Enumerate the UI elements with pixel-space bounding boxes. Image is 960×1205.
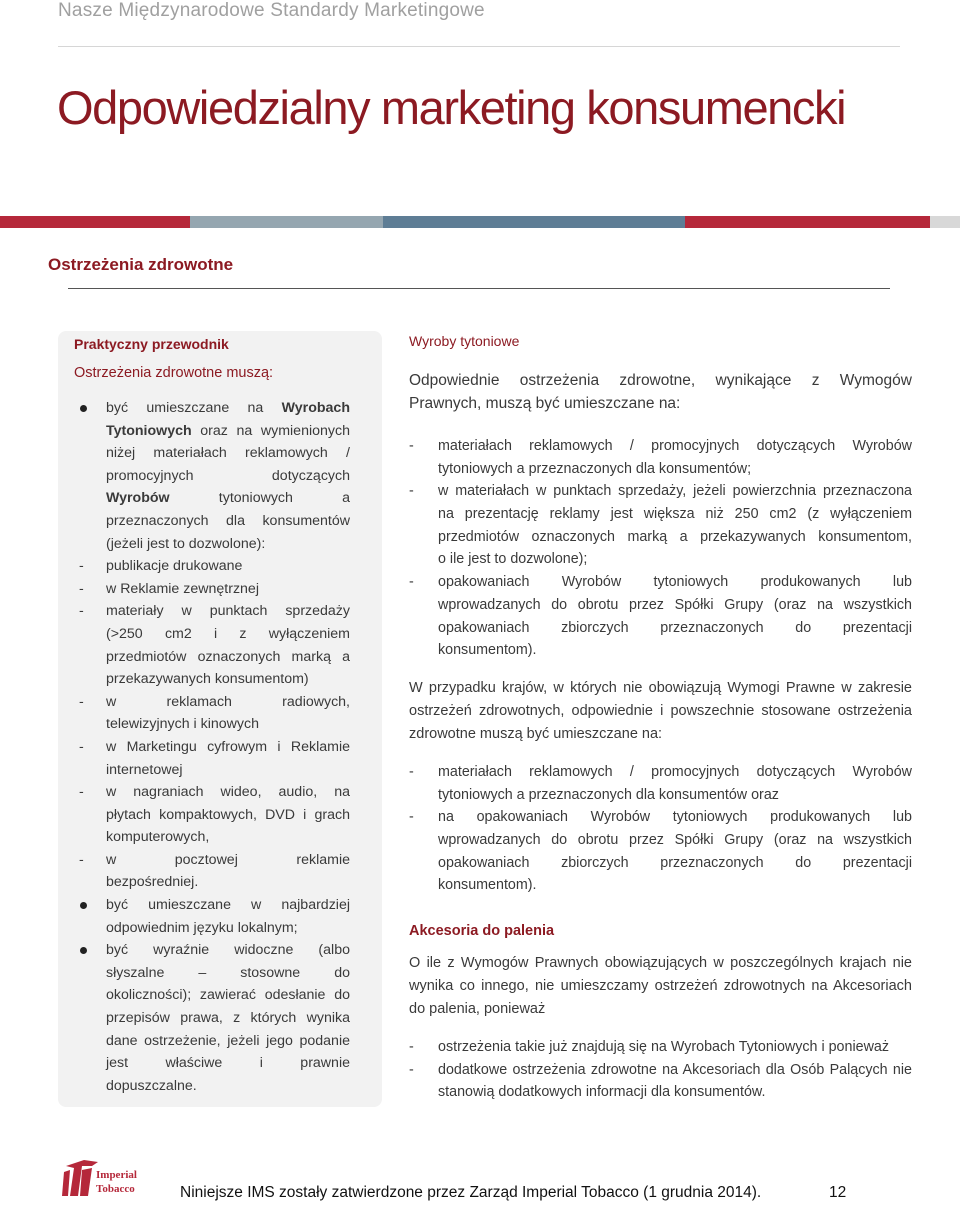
dash-marker: - bbox=[79, 851, 84, 868]
section-rule bbox=[68, 288, 890, 289]
list-item-line bbox=[74, 555, 350, 578]
dash-marker: - bbox=[409, 574, 414, 591]
line-text: płytach kompaktowych, DVD i grach bbox=[106, 806, 350, 823]
accessories-paragraph bbox=[409, 952, 912, 1021]
stripe-segment-2 bbox=[190, 216, 383, 228]
line-text: niżej materiałach reklamowych / bbox=[106, 445, 350, 462]
line-text: na prezentację reklamy jest większa niż 250 cm2 (z wyłączeniem bbox=[438, 506, 912, 523]
dash-marker: - bbox=[409, 1039, 414, 1055]
list-item-line bbox=[409, 1081, 912, 1104]
dash-marker: - bbox=[79, 558, 84, 575]
list-item-line bbox=[74, 465, 350, 488]
line-text: Wyrobów tytoniowych a bbox=[106, 490, 350, 507]
line-text: Tytoniowych oraz na wymienionych bbox=[106, 422, 350, 439]
list-item-line bbox=[409, 806, 912, 829]
color-stripe bbox=[0, 216, 960, 228]
dash-marker: - bbox=[79, 580, 84, 597]
line-text: w Reklamie zewnętrznej bbox=[106, 580, 259, 597]
list-item-line bbox=[409, 761, 912, 784]
stripe-segment-3 bbox=[383, 216, 685, 228]
list-item-line bbox=[74, 646, 350, 669]
line-text: komputerowych, bbox=[106, 829, 210, 846]
line-text: opakowaniach zbiorczych przeznaczonych do prezentacji bbox=[438, 854, 912, 871]
paragraph-line bbox=[409, 998, 912, 1021]
line-text: dopuszczalne. bbox=[106, 1077, 197, 1094]
line-text: Odpowiednie ostrzeżenia zdrowotne, wynikające z Wymogów bbox=[409, 372, 912, 389]
line-text: opakowaniach zbiorczych przeznaczonych do prezentacji bbox=[438, 619, 912, 636]
tobacco-list-1 bbox=[409, 435, 912, 662]
list-item-line bbox=[409, 571, 912, 594]
stripe-segment-1 bbox=[0, 216, 190, 228]
paragraph-line bbox=[409, 392, 912, 415]
tobacco-heading: Wyroby tytoniowe bbox=[409, 333, 520, 349]
list-item-line bbox=[409, 594, 912, 617]
dash-marker: - bbox=[79, 693, 84, 710]
list-item-line bbox=[74, 420, 350, 443]
list-item-line bbox=[74, 871, 350, 894]
paragraph-line bbox=[409, 952, 912, 975]
imperial-tobacco-logo bbox=[62, 1156, 144, 1200]
line-text: odpowiednim języku lokalnym; bbox=[106, 919, 298, 936]
line-text: wprowadzanych do obrotu przez Spółki Grupy (oraz na wszystkich bbox=[438, 832, 912, 849]
line-text: zdrowotne muszą być umieszczane na: bbox=[409, 726, 663, 742]
line-text: tytoniowych a przeznaczonych dla konsumentów oraz bbox=[438, 786, 779, 803]
line-text: słyszalne – stosowne do bbox=[106, 964, 350, 981]
line-text: być wyraźnie widoczne (albo bbox=[106, 942, 350, 959]
list-item-line bbox=[74, 1030, 350, 1053]
line-text: być umieszczane na Wyrobach bbox=[106, 400, 350, 416]
line-text: dane ostrzeżenie, jeżeli jego podanie bbox=[106, 1032, 350, 1049]
list-item-line bbox=[74, 578, 350, 601]
line-text: materiałach reklamowych / promocyjnych dotyczących Wyrobów bbox=[438, 764, 912, 780]
line-text: ostrzeżenia takie już znajdują się na Wyrobach Tytoniowych i ponieważ bbox=[438, 1039, 889, 1055]
line-text: tytoniowych a przeznaczonych dla konsumentów; bbox=[438, 460, 752, 477]
list-item-line bbox=[74, 1052, 350, 1075]
line-text: O ile z Wymogów Prawnych obowiązujących w poszczególnych krajach nie bbox=[409, 955, 912, 971]
list-item-line bbox=[74, 917, 350, 940]
line-text: przedmiotów oznaczonych marką a bbox=[106, 648, 350, 665]
list-item-line bbox=[74, 510, 350, 533]
line-text: okoliczności); zawierać odesłanie do bbox=[106, 987, 350, 1004]
list-item-line bbox=[74, 736, 350, 759]
line-text: Prawnych, muszą być umieszczane na: bbox=[409, 395, 681, 412]
line-text: ostrzeżeń zdrowotnych, odpowiednie i powszechnie stosowane ostrzeżenia bbox=[409, 703, 912, 719]
tobacco-intro bbox=[409, 369, 912, 415]
line-text: wynika co innego, nie umieszczamy ostrzeżeń zdrowotnych na Akcesoriach bbox=[409, 978, 912, 994]
list-item-line bbox=[74, 962, 350, 985]
paragraph-line bbox=[409, 700, 912, 723]
line-text: w materiałach w punktach sprzedaży, jeżeli powierzchnia przeznaczona bbox=[438, 483, 912, 500]
list-item-line bbox=[409, 458, 912, 481]
bullet-icon bbox=[80, 405, 87, 412]
list-item-line bbox=[409, 548, 912, 571]
list-item-line bbox=[74, 804, 350, 827]
line-text: na opakowaniach Wyrobów tytoniowych produkowanych lub bbox=[438, 809, 912, 826]
line-text: bezpośredniej. bbox=[106, 874, 199, 891]
line-text: materiały w punktach sprzedaży bbox=[106, 603, 350, 620]
line-text: W przypadku krajów, w których nie obowiązują Wymogi Prawne w zakresie bbox=[409, 680, 912, 696]
page-number: 12 bbox=[829, 1184, 847, 1201]
line-text: w Marketingu cyfrowym i Reklamie bbox=[106, 738, 350, 755]
list-item-line bbox=[409, 435, 912, 458]
line-text: w pocztowej reklamie bbox=[106, 851, 350, 868]
list-item-line bbox=[409, 829, 912, 852]
stripe-segment-5 bbox=[930, 216, 960, 228]
bullet-icon bbox=[80, 902, 87, 909]
tobacco-list-2 bbox=[409, 761, 912, 897]
paragraph-line bbox=[409, 677, 912, 700]
line-text: jest właściwe i prawnie bbox=[106, 1055, 350, 1072]
line-text: w nagraniach wideo, audio, na bbox=[106, 784, 350, 801]
dash-marker: - bbox=[409, 764, 414, 780]
list-item-line bbox=[409, 1059, 912, 1082]
list-item-line bbox=[409, 526, 912, 549]
list-item-line bbox=[74, 691, 350, 714]
list-item-line bbox=[74, 781, 350, 804]
paragraph-line bbox=[409, 723, 912, 746]
page-title: Odpowiedzialny marketing konsumencki bbox=[57, 81, 846, 134]
footer-text: Niniejsze IMS zostały zatwierdzone przez Zarząd Imperial Tobacco (1 grudnia 2014). bbox=[180, 1184, 762, 1201]
list-item-line bbox=[409, 480, 912, 503]
guide-heading: Praktyczny przewodnik bbox=[74, 336, 229, 352]
list-item-line bbox=[74, 623, 350, 646]
list-item-line bbox=[409, 617, 912, 640]
dash-marker: - bbox=[79, 738, 84, 755]
line-text: przeznaczonych dla konsumentów bbox=[106, 512, 350, 529]
list-item-line bbox=[409, 852, 912, 875]
accessories-heading: Akcesoria do palenia bbox=[409, 923, 555, 939]
section-title: Ostrzeżenia zdrowotne bbox=[48, 255, 234, 274]
line-text: przedmiotów oznaczonych marką a przekazywanych konsumentom, bbox=[438, 528, 912, 545]
list-item-line bbox=[409, 1036, 912, 1059]
list-item-line bbox=[74, 894, 350, 917]
dash-marker: - bbox=[79, 603, 84, 620]
list-item-line bbox=[74, 1075, 350, 1098]
list-item-line bbox=[409, 874, 912, 897]
line-text: w reklamach radiowych, bbox=[106, 693, 350, 710]
line-text: wprowadzanych do obrotu przez Spółki Grupy (oraz na wszystkich bbox=[438, 596, 912, 613]
line-text: być umieszczane w najbardziej bbox=[106, 897, 350, 914]
list-item-line bbox=[74, 1007, 350, 1030]
list-item-line bbox=[74, 849, 350, 872]
paragraph-line bbox=[409, 369, 912, 392]
tobacco-paragraph-2 bbox=[409, 677, 912, 746]
paragraph-line bbox=[409, 975, 912, 998]
accessories-list bbox=[409, 1036, 912, 1104]
list-item-line bbox=[409, 503, 912, 526]
running-header: Nasze Międzynarodowe Standardy Marketingowe bbox=[58, 0, 485, 21]
header-rule bbox=[58, 46, 900, 47]
line-text: przepisów prawa, z których wynika bbox=[106, 1010, 350, 1027]
dash-marker: - bbox=[79, 784, 84, 801]
line-text: dodatkowe ostrzeżenia zdrowotne na Akcesoriach dla Osób Palących nie bbox=[438, 1061, 912, 1078]
svg-text:Tobacco: Tobacco bbox=[96, 1183, 135, 1195]
line-text: stanowią dodatkowych informacji dla konsumentów. bbox=[438, 1084, 766, 1101]
dash-marker: - bbox=[409, 438, 414, 454]
dash-marker: - bbox=[409, 1061, 414, 1078]
line-text: internetowej bbox=[106, 761, 183, 778]
line-text: opakowaniach Wyrobów tytoniowych produkowanych lub bbox=[438, 574, 912, 591]
line-text: do palenia, ponieważ bbox=[409, 1001, 546, 1017]
list-item-line bbox=[74, 759, 350, 782]
list-item-line bbox=[74, 600, 350, 623]
list-item-line bbox=[74, 487, 350, 510]
stripe-segment-4 bbox=[685, 216, 930, 228]
list-item-line bbox=[74, 939, 350, 962]
list-item-line bbox=[74, 442, 350, 465]
dash-marker: - bbox=[409, 483, 414, 500]
dash-marker: - bbox=[409, 809, 414, 826]
line-text: telewizyjnych i kinowych bbox=[106, 716, 259, 733]
list-item-line bbox=[409, 784, 912, 807]
list-item-line bbox=[74, 984, 350, 1007]
bullet-icon bbox=[80, 947, 87, 954]
practical-guide-box bbox=[58, 331, 382, 1107]
line-text: przekazywanych konsumentom) bbox=[106, 671, 309, 688]
guide-subheading: Ostrzeżenia zdrowotne muszą: bbox=[74, 365, 274, 381]
line-text: publikacje drukowane bbox=[106, 558, 243, 575]
list-item-line bbox=[74, 713, 350, 736]
line-text: (jeżeli jest to dozwolone): bbox=[106, 535, 266, 552]
list-item-line bbox=[409, 639, 912, 662]
line-text: promocyjnych dotyczących bbox=[106, 467, 350, 484]
list-item-line bbox=[74, 397, 350, 420]
list-item-line bbox=[74, 668, 350, 691]
list-item-line bbox=[74, 826, 350, 849]
line-text: (>250 cm2 i z wyłączeniem bbox=[106, 625, 350, 642]
line-text: konsumentom). bbox=[438, 642, 537, 659]
line-text: o ile jest to dozwolone); bbox=[438, 551, 588, 568]
list-item-line bbox=[74, 533, 350, 556]
line-text: materiałach reklamowych / promocyjnych dotyczących Wyrobów bbox=[438, 438, 912, 454]
guide-list bbox=[74, 397, 350, 1097]
line-text: konsumentom). bbox=[438, 877, 537, 894]
imperial-tobacco-logo-icon bbox=[62, 1156, 144, 1200]
svg-text:Imperial: Imperial bbox=[96, 1169, 137, 1181]
